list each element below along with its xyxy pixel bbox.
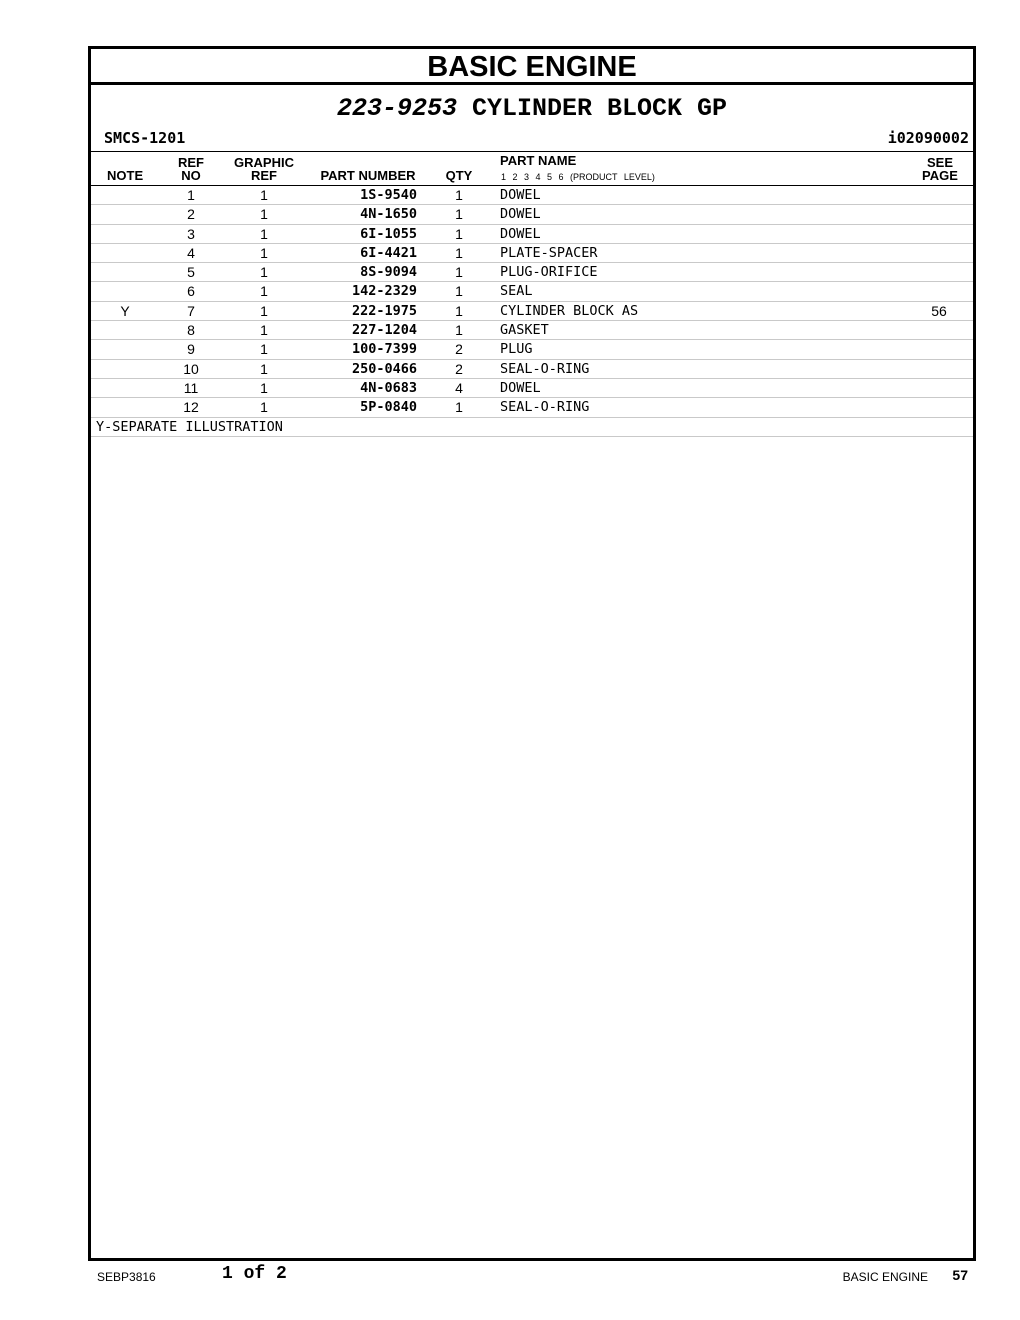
product-level-label: 1 2 3 4 5 6 (PRODUCT LEVEL) (501, 172, 655, 182)
part-number-cell: 250-0466 (351, 360, 417, 377)
col-ref-no-top: REF (178, 155, 204, 170)
footer-page-of: 1 of 2 (222, 1264, 287, 1284)
ref-no-cell: 3 (187, 225, 195, 242)
group-part-number: 223-9253 (336, 94, 457, 123)
part-name-cell: SEAL-O-RING (500, 399, 590, 416)
footer-doc-id: SEBP3816 (97, 1270, 156, 1284)
ref-no-cell: 7 (187, 302, 195, 319)
table-row (91, 224, 973, 243)
ref-no-cell: 9 (187, 341, 195, 358)
graphic-ref-cell: 1 (260, 399, 268, 416)
qty-cell: 1 (455, 187, 463, 203)
parts-table (91, 185, 973, 437)
part-name-cell: GASKET (500, 322, 549, 339)
col-part-name: PART NAME (500, 153, 577, 168)
col-qty: QTY (445, 168, 473, 183)
ref-no-cell: 5 (187, 264, 195, 281)
part-number-cell: 222-1975 (351, 302, 417, 319)
qty-cell: 1 (455, 264, 463, 281)
graphic-ref-cell: 1 (260, 244, 268, 261)
table-row (91, 243, 973, 262)
ref-no-cell: 12 (183, 399, 199, 416)
qty-cell: 2 (455, 360, 463, 377)
part-name-cell: DOWEL (500, 187, 541, 203)
table-row (91, 320, 973, 339)
illustration-id: i02090002 (887, 129, 969, 147)
table-row (91, 378, 973, 397)
table-row (91, 185, 973, 204)
smcs-code: SMCS-1201 (104, 129, 186, 147)
ref-no-cell: 2 (187, 206, 195, 223)
page-frame (88, 46, 976, 1261)
group-title (91, 94, 973, 124)
part-name-cell: PLUG-ORIFICE (500, 264, 598, 281)
qty-cell: 1 (455, 399, 463, 416)
qty-cell: 1 (455, 206, 463, 223)
part-number-cell: 227-1204 (351, 322, 417, 339)
col-ref-no-bottom: NO (181, 168, 201, 183)
table-row (91, 397, 973, 416)
col-see-page-bottom: PAGE (922, 168, 958, 183)
part-number-cell: 6I-4421 (360, 244, 417, 261)
part-number-cell: 4N-1650 (360, 206, 417, 223)
see-page-cell: 56 (931, 302, 947, 319)
graphic-ref-cell: 1 (260, 322, 268, 339)
note-cell: Y (120, 302, 130, 319)
table-row (91, 339, 973, 358)
ref-no-cell: 6 (187, 283, 195, 300)
graphic-ref-cell: 1 (260, 187, 268, 203)
graphic-ref-cell: 1 (260, 379, 268, 396)
part-number-cell: 100-7399 (351, 341, 417, 358)
part-name-cell: DOWEL (500, 206, 541, 223)
col-graphic-ref-bottom: REF (251, 168, 277, 183)
qty-cell: 4 (455, 379, 463, 396)
footer-section: BASIC ENGINE (842, 1270, 928, 1284)
qty-cell: 1 (455, 283, 463, 300)
table-row (91, 262, 973, 281)
part-number-cell: 1S-9540 (360, 187, 417, 203)
part-number-cell: 142-2329 (351, 283, 417, 300)
col-see-page-top: SEE (926, 155, 953, 170)
part-number-cell: 5P-0840 (360, 399, 417, 416)
graphic-ref-cell: 1 (260, 302, 268, 319)
col-graphic-ref-top: GRAPHIC (234, 155, 294, 170)
part-name-cell: SEAL-O-RING (500, 360, 590, 377)
part-number-cell: 8S-9094 (360, 264, 417, 281)
graphic-ref-cell: 1 (260, 225, 268, 242)
section-title: BASIC ENGINE (91, 49, 973, 85)
part-name-cell: CYLINDER BLOCK AS (500, 302, 639, 319)
col-note: NOTE (107, 168, 144, 183)
header-divider (91, 151, 973, 152)
table-row (91, 281, 973, 300)
part-number-cell: 6I-1055 (360, 225, 417, 242)
qty-cell: 1 (455, 225, 463, 242)
col-part-number: PART NUMBER (320, 168, 416, 183)
ref-no-cell: 4 (187, 244, 195, 261)
table-row (91, 359, 973, 378)
graphic-ref-cell: 1 (260, 206, 268, 223)
qty-cell: 2 (455, 341, 463, 358)
ref-no-cell: 10 (183, 360, 199, 377)
part-name-cell: DOWEL (500, 225, 541, 242)
footnote-text: Y-SEPARATE ILLUSTRATION (96, 418, 283, 435)
part-number-cell: 4N-0683 (360, 379, 417, 396)
part-name-cell: PLUG (500, 341, 533, 358)
graphic-ref-cell: 1 (260, 341, 268, 358)
graphic-ref-cell: 1 (260, 360, 268, 377)
ref-no-cell: 1 (187, 187, 195, 203)
table-row (91, 204, 973, 223)
ref-no-cell: 11 (183, 379, 199, 396)
footer-page-number: 57 (952, 1267, 968, 1283)
ref-no-cell: 8 (187, 322, 195, 339)
footnote (91, 417, 973, 437)
qty-cell: 1 (455, 322, 463, 339)
table-row (91, 301, 973, 320)
group-name: CYLINDER BLOCK GP (472, 94, 728, 123)
part-name-cell: PLATE-SPACER (500, 244, 598, 261)
qty-cell: 1 (455, 302, 463, 319)
part-name-cell: DOWEL (500, 379, 541, 396)
qty-cell: 1 (455, 244, 463, 261)
graphic-ref-cell: 1 (260, 264, 268, 281)
part-name-cell: SEAL (500, 283, 533, 300)
graphic-ref-cell: 1 (260, 283, 268, 300)
